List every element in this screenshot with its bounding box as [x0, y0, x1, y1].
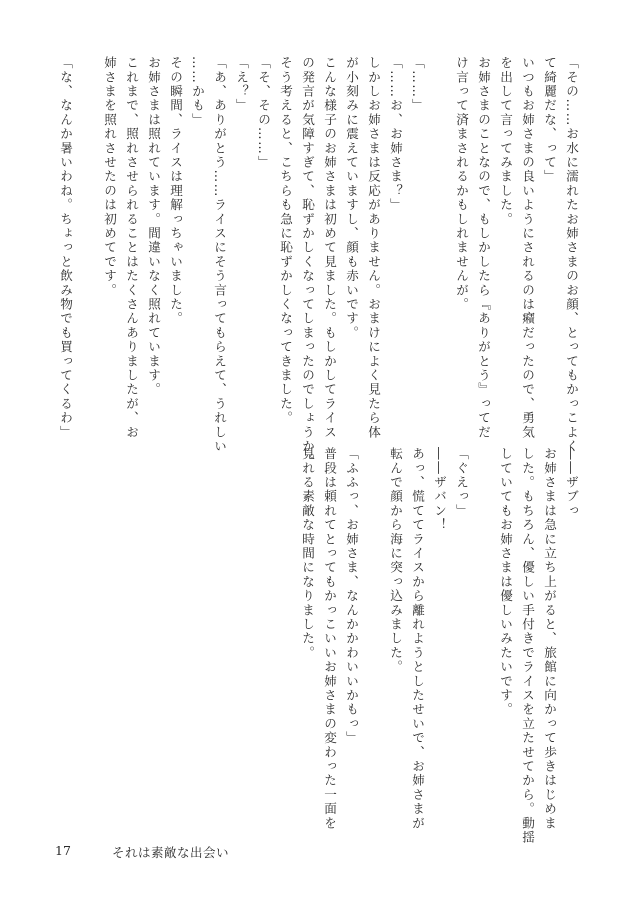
text-column: を出して言ってみました。 [498, 56, 513, 227]
text-column: しかしお姉さまは反応がありません。おまけによく見たら体 [366, 56, 381, 440]
text-column: の発言が気障すぎて、恥ずかしくなってしまったのでしょうか。 [300, 56, 315, 468]
text-column [76, 56, 98, 401]
text-column: 見れる素敵な時間になりました。 [300, 447, 315, 660]
text-column: け言って済まされるかもしれませんが。 [454, 56, 469, 312]
lower-text-block [296, 447, 582, 845]
text-column: いつもお姉さまの良いようにされるのは癪だったので、勇気 [520, 56, 535, 440]
text-column: こんな様子のお姉さまは初めて見ました。もしかしてライス [322, 56, 337, 440]
text-column: これまで、照れさせられることはたくさんありましたが、お [124, 56, 139, 440]
text-column: その瞬間、ライスは理解っちゃいました。 [168, 56, 183, 326]
text-column [428, 56, 450, 401]
text-column [472, 447, 494, 807]
text-column: て綺麗だな、って」 [542, 56, 557, 184]
text-column: が小刻みに震えていますし、顔も赤いです。 [344, 56, 359, 340]
page-number: 17 [55, 843, 71, 858]
text-column: ……かも」 [190, 56, 205, 127]
text-column: 「ふふっ、お姉さま、なんかかわいいかもっ」 [344, 447, 359, 746]
text-column: していてもお姉さまは優しいみたいです。 [498, 447, 513, 717]
running-title: それは素敵な出会い [112, 845, 230, 860]
text-column: 転んで顔から海に突っ込みました。 [388, 447, 403, 675]
text-column: 「そ、その……」 [256, 56, 271, 170]
text-column [362, 447, 384, 807]
text-column: 姉さまを照れさせたのは初めてです。 [102, 56, 117, 298]
text-column: そう考えると、こちらも急に恥ずかしくなってきました。 [278, 56, 293, 426]
text-column: ――ザバン！ [432, 447, 447, 533]
text-column: 「その……お水に濡れたお姉さまのお顔、とってもかっこよく [564, 56, 579, 454]
text-column: あっ、慌ててライスから離れようとしたせいで、お姉さまが [410, 447, 425, 831]
text-column: お姉さまのことなので、もしかしたら『ありがとう』ってだ [476, 56, 491, 440]
text-column: 「ぐえっ」 [454, 447, 469, 518]
text-column: した。もちろん、優しい手付きでライスを立たせてから。動揺 [520, 447, 535, 845]
text-column: 「あ、ありがとう……ライスにそう言ってもらえて、うれしい [212, 56, 227, 454]
text-column: 「え？」 [234, 56, 249, 113]
text-column: ――ザブっ [564, 447, 579, 518]
upper-text-block [54, 56, 582, 468]
text-column: お姉さまは急に立ち上がると、旅館に向かって歩きはじめま [542, 447, 557, 831]
text-column: 「……」 [410, 56, 425, 113]
text-column: お姉さまは照れています。間違いなく照れています。 [146, 56, 161, 397]
text-column: 普段は頼れてとってもかっこいいお姉さまの変わった一面を [322, 447, 337, 831]
text-column: 「な、なんか暑いわね。ちょっと飲み物でも買ってくるわ」 [58, 56, 73, 440]
text-column: 「……お、お姉さま？」 [388, 56, 403, 213]
